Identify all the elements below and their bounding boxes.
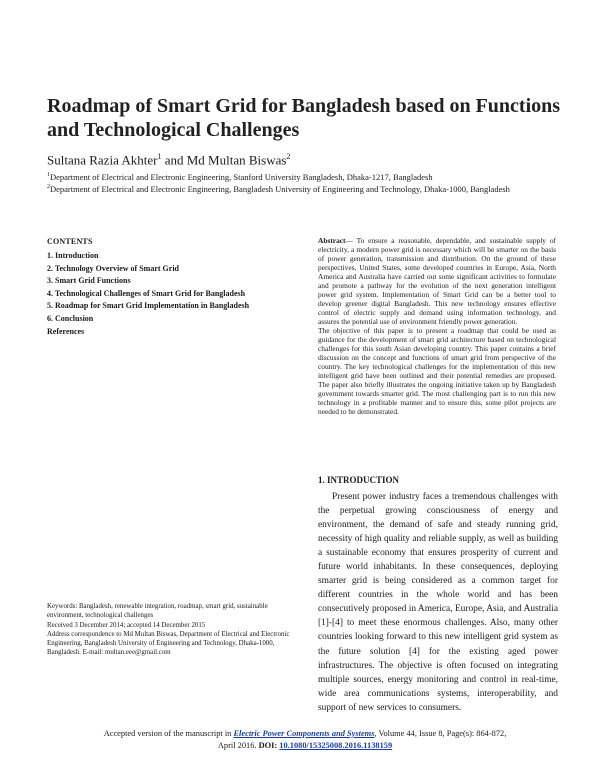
contents-item: 6. Conclusion (47, 313, 94, 323)
abstract-label: Abstract (318, 236, 346, 245)
contents-item: 4. Technological Challenges of Smart Grid for Bangladesh (47, 288, 246, 298)
introduction-paragraph: Present power industry faces a tremendous challenges with the perpetual growing consciousness of energy and environment, the demand of safe and steady running grid, necessity of high quality and reliable supply, as well as building a sustainable economy that ensures prosperity of current and future world inhabitants. In these consequences, deploying smarter grid is being considered as a common target for different countries in the whole world and has been consecutively proposed in America, Europe, Asia, and Australia [1]-[4] to meet these enormous challenges. Also, many other countries looking forward to this new intelligent grid system as the future solution [4] for the existing aged power infrastructures. The objective is often focused on integrating multiple sources, energy monitoring and control in real-time, wide area communications systems, interoperability, and support of new services to consumers. (318, 492, 558, 713)
doi-link[interactable]: 10.1080/15325008.2016.1138159 (279, 741, 393, 750)
keywords: Keywords: Bangladesh, renewable integration, roadmap, smart grid, sustainable environment, technological challenges (47, 603, 268, 620)
contents-item: 1. Introduction (47, 251, 99, 260)
author-name: Md Multan Biswas (186, 152, 287, 168)
table-of-contents (47, 237, 297, 338)
contents-item: 5. Roadmap for Smart Grid Implementation in Bangladesh (47, 301, 250, 311)
author-connector: and (161, 152, 187, 168)
contents-item: 2. Technology Overview of Smart Grid (47, 263, 179, 273)
author-name: Sultana Razia Akhter (47, 152, 158, 168)
author-line (47, 152, 290, 168)
affiliation-superscript: 1 (47, 172, 50, 178)
affiliation-2 (47, 182, 510, 195)
contents-item: 3. Smart Grid Functions (47, 276, 131, 286)
abstract-text: — To ensure a reasonable, dependable, and sustainable supply of electricity, a modern power grid is necessary which will be smarter on the basis of power generation, transmission and distribution. On the ground of these perspectives, United States, some developed countries in Europe, Asia, North America and Australia have carried out some significant activities to formulate and promote a pathway for the evolution of the next generation intelligent power grid system. Implementation of Smart Grid can be a better tool to develop greener digital Bangladesh. This new technology ensures effective control of electric supply and demand using information technology, and assures the potential use of environment friendly power generation. (318, 236, 556, 326)
footer-date: April 2016. (217, 741, 259, 750)
received-dates: Received 3 December 2014; accepted 14 December 2015 (47, 621, 206, 629)
paper-title: Roadmap of Smart Grid for Bangladesh based on Functions and Technological Challenges (47, 95, 561, 141)
abstract-paragraph-1 (318, 236, 556, 326)
correspondence-address: Address correspondence to Md Multan Biswas, Department of Electrical and Electronic Engineering, Bangladesh University of Engineering and Technology, Dhaka-1000, Bangladesh. E-mail: multan.eee@gmail.com (47, 630, 290, 657)
author-superscript: 1 (157, 152, 162, 161)
affiliation-text: Department of Electrical and Electronic Engineering, Bangladesh University of Engineering and Technology, Dhaka-1000, Bangladesh (50, 183, 510, 194)
introduction-body (318, 490, 558, 715)
abstract (318, 236, 556, 416)
abstract-paragraph-2: The objective of this paper is to present a roadmap that could be used as guidance for the development of smart grid architecture based on technological challenges for this south Asian developing country. This paper contains a brief discussion on the concept and functions of smart grid from perspective of the country. The key technological challenges for the implementation of this new intelligent grid have been outlined and their potential remedies are proposed. The paper also briefly illustrates the ongoing initiative taken up by Bangladesh government towards smarter grid. The most challenging part is to run this new technology in a profitable manner and to ensure this, some pilot projects are needed to be demonstrated. (318, 326, 556, 416)
first-page-footnote (47, 602, 297, 658)
journal-link[interactable]: Electric Power Components and Systems (233, 729, 375, 738)
affiliation-superscript: 2 (47, 184, 50, 190)
contents-item: References (47, 326, 85, 336)
doi-label: DOI: (258, 741, 280, 750)
footer-prefix: Accepted version of the manuscript in (103, 729, 234, 738)
footer-details: , Volume 44, Issue 8, Page(s): 864-872, (374, 729, 507, 738)
author-superscript: 2 (286, 152, 291, 161)
contents-heading: CONTENTS (47, 237, 93, 246)
affiliation-text: Department of Electrical and Electronic Engineering, Stanford University Bangladesh, Dhaka-1217, Bangladesh (50, 171, 433, 182)
affiliation-1 (47, 170, 433, 183)
page-footer (40, 728, 570, 752)
section-heading-introduction: 1. INTRODUCTION (318, 475, 400, 485)
